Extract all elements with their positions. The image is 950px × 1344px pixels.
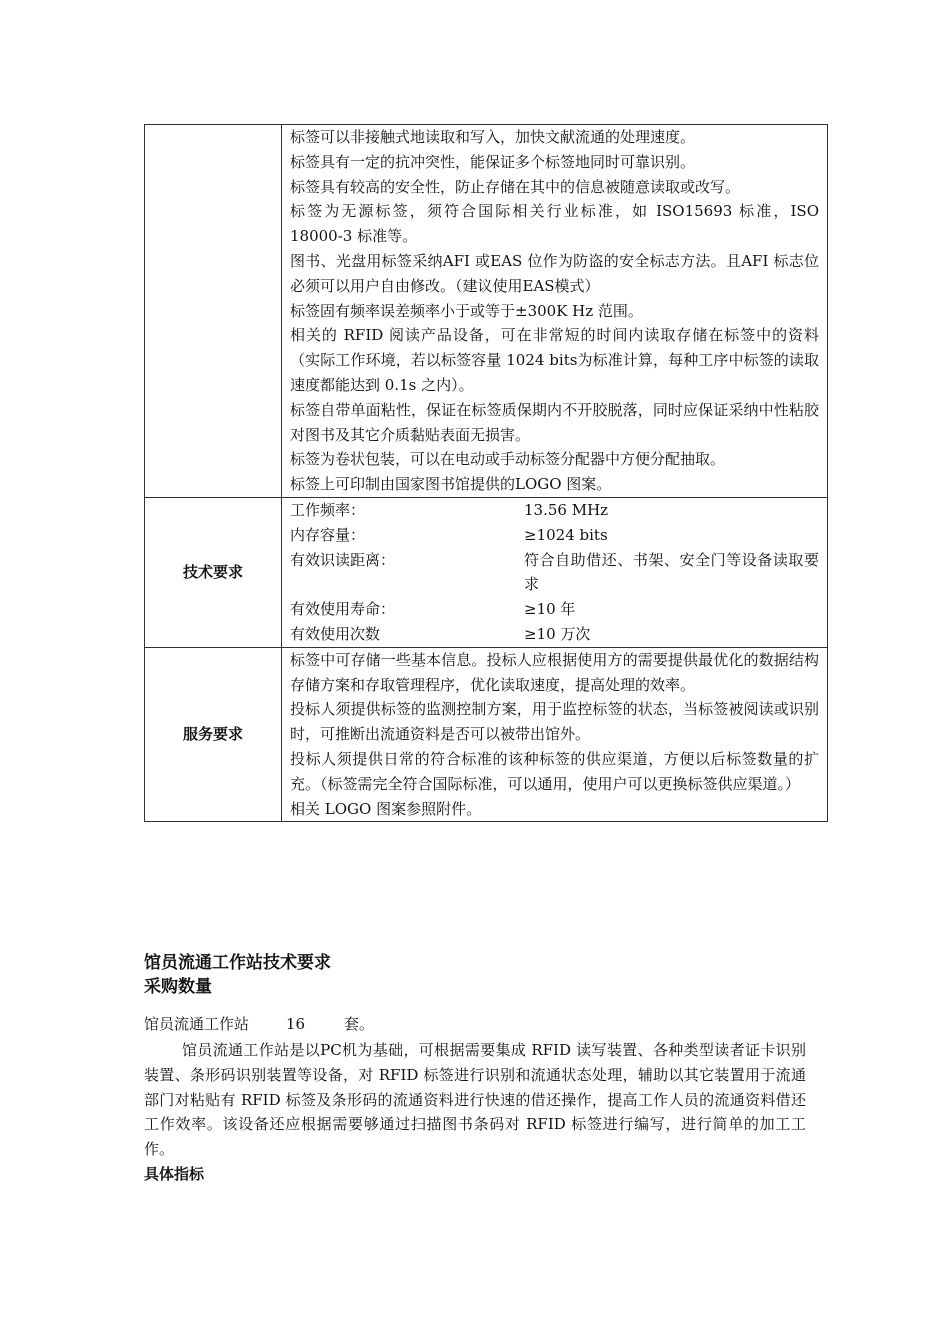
quantity-item: 馆员流通工作站 — [144, 1015, 250, 1033]
spec-pair — [290, 548, 819, 598]
spec-pair — [290, 523, 819, 548]
service-line: 相关 LOGO 图案参照附件。 — [290, 799, 482, 818]
feature-line: 标签为无源标签，须符合国际相关行业标准，如 ISO15693 标准，ISO 18000-3 标准等。 — [290, 202, 819, 246]
service-line: 标签中可存储一些基本信息。投标人应根据使用方的需要提供最优化的数据结构存储方案和存取管理程序，优化读取速度，提高处理的效率。 — [290, 650, 819, 694]
table-row-tech-requirements — [145, 497, 828, 647]
tag-features-cell — [282, 125, 828, 498]
quantity-line — [144, 1012, 806, 1037]
feature-line: 标签上可印制由国家图书馆提供的LOGO 图案。 — [290, 475, 612, 494]
spec-key: 有效使用寿命： — [290, 600, 396, 619]
feature-line: 标签可以非接触式地读取和写入，加快文献流通的处理速度。 — [290, 128, 696, 146]
description-paragraph: 馆员流通工作站是以PC机为基础，可根据需要集成 RFID 读写装置、各种类型读者证卡识别装置、条形码识别装置等设备，对 RFID 标签进行识别和流通状态处理，辅助以其它装置用于流通部门对粘贴有 RFID 标签及条形码的流通资料进行快速的借还操作，提高工作人员的流通资料借还工作效率。该设备还应根据需要够通过扫描图书条码对 RFID 标签进行编写，进行简单的加工工作。 — [144, 1041, 806, 1159]
spec-key: 有效识读距离： — [290, 550, 396, 569]
row-label-empty — [145, 125, 282, 498]
feature-line: 标签具有较高的安全性，防止存储在其中的信息被随意读取或改写。 — [290, 177, 741, 196]
service-cell — [282, 647, 828, 822]
spec-pair — [290, 622, 819, 647]
feature-line: 标签自带单面粘性，保证在标签质保期内不开胶脱落，同时应保证采纳中性粘胶对图书及其它介质黏贴表面无损害。 — [290, 400, 819, 444]
spec-key: 有效使用次数 — [290, 624, 381, 643]
spec-value: ≥10 万次 — [524, 624, 591, 643]
feature-line: 图书、光盘用标签采纳AFI 或EAS 位作为防盗的安全标志方法。且AFI 标志位必须可以用户自由修改。（建议使用EAS模式） — [290, 251, 819, 295]
spec-pair — [290, 498, 819, 523]
spec-value: 13.56 MHz — [524, 500, 609, 519]
subheading: 具体指标 — [144, 1165, 205, 1183]
feature-line: 相关的 RFID 阅读产品设备，可在非常短的时间内读取存储在标签中的资料（实际工作环境，若以标签容量 1024 bits为标准计算，每种工序中标签的读取速度都能达到 0.1s 之内）。 — [290, 326, 819, 394]
section-subtitle: 采购数量 — [144, 977, 212, 997]
tech-spec-cell — [282, 497, 828, 647]
table-row-tag-features — [145, 125, 828, 498]
spec-pair — [290, 597, 819, 622]
row-label-service: 服务要求 — [145, 647, 282, 822]
quantity-number: 16 — [286, 1015, 306, 1033]
row-label-tech: 技术要求 — [145, 497, 282, 647]
service-line: 投标人须提供标签的监测控制方案，用于监控标签的状态，当标签被阅读或识别时，可推断出流通资料是否可以被带出馆外。 — [290, 700, 819, 744]
feature-line: 标签固有频率误差频率小于或等于±300K Hz 范围。 — [290, 301, 643, 320]
table-row-service-requirements — [145, 647, 828, 822]
spec-table — [144, 124, 828, 822]
section-title: 馆员流通工作站技术要求 — [144, 953, 331, 973]
spec-key: 工作频率： — [290, 500, 366, 519]
feature-line: 标签为卷状包装，可以在电动或手动标签分配器中方便分配抽取。 — [290, 450, 726, 469]
service-line: 投标人须提供日常的符合标准的该种标签的供应渠道，方便以后标签数量的扩充。（标签需完全符合国际标准，可以通用，使用户可以更换标签供应渠道。） — [290, 749, 819, 793]
spec-key: 内存容量： — [290, 525, 366, 544]
spec-value: 符合自助借还、书架、安全门等设备读取要求 — [524, 550, 819, 594]
quantity-unit: 套。 — [344, 1015, 375, 1033]
spec-value: ≥10 年 — [524, 600, 576, 619]
feature-line: 标签具有一定的抗冲突性，能保证多个标签地同时可靠识别。 — [290, 152, 696, 171]
spec-value: ≥1024 bits — [524, 525, 608, 544]
